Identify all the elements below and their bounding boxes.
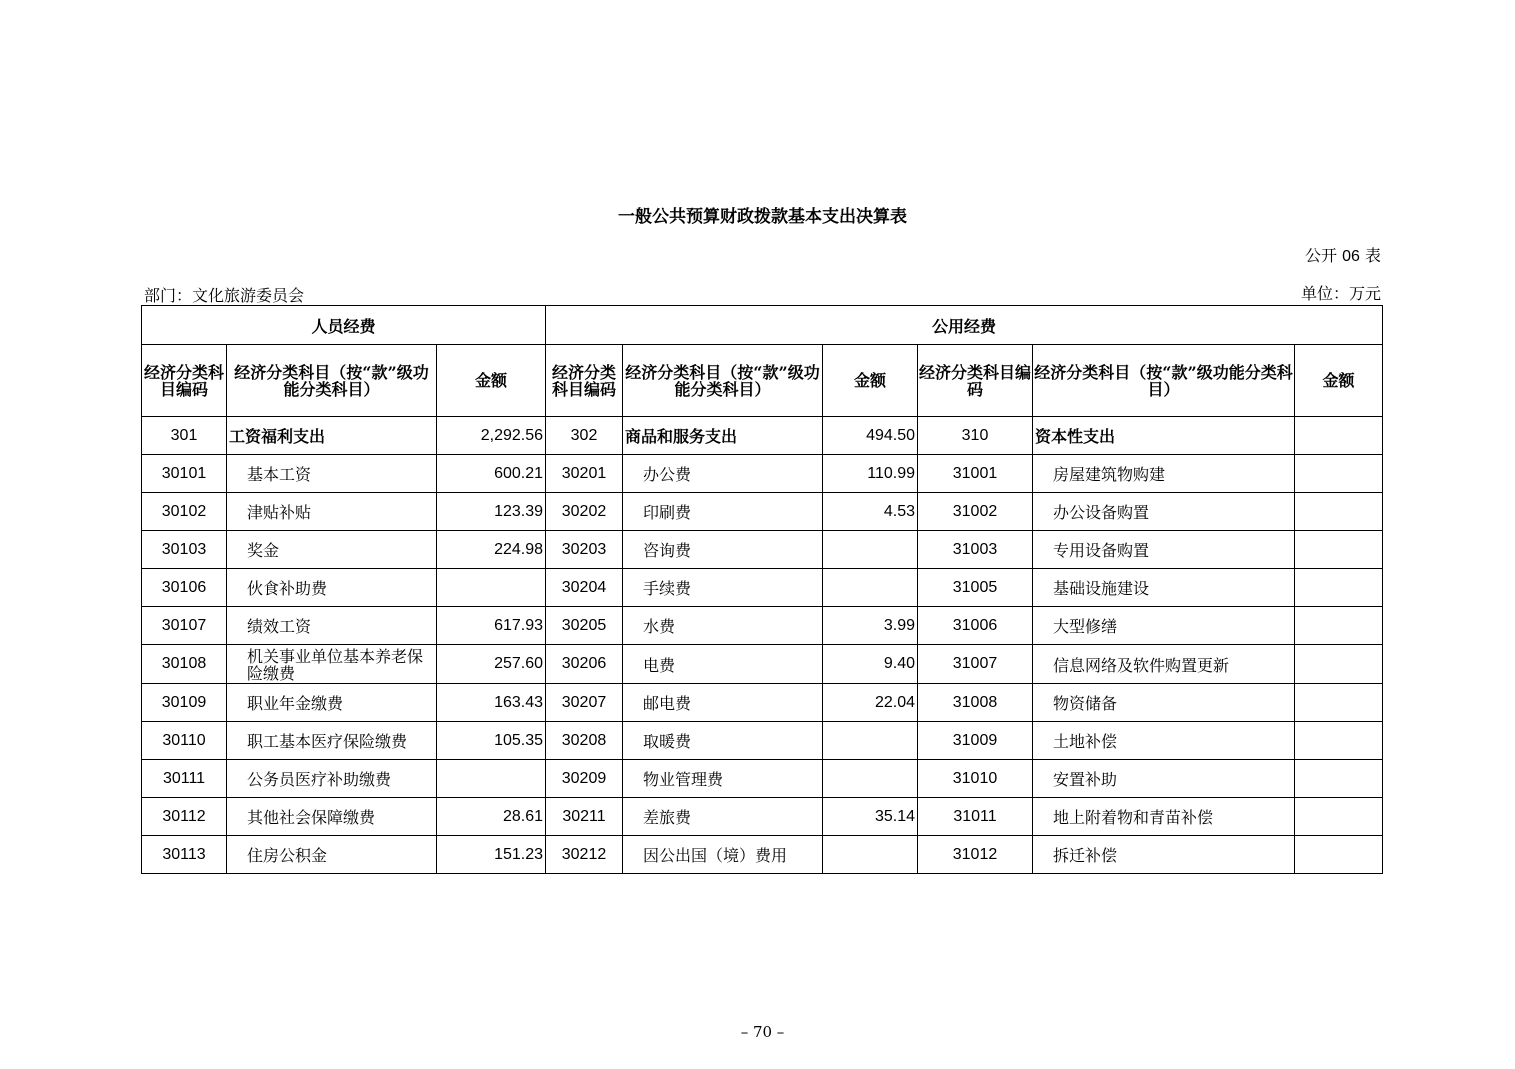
code-cell: 30205 — [546, 607, 623, 645]
col-header-name: 经济分类科目（按“款”级功能分类科目） — [227, 345, 437, 417]
item-name-cell: 手续费 — [623, 569, 823, 607]
table-row — [142, 722, 1383, 760]
amount-cell: 600.21 — [437, 455, 546, 493]
amount-cell — [1295, 569, 1383, 607]
item-name-cell: 专用设备购置 — [1033, 531, 1295, 569]
amount-cell: 151.23 — [437, 836, 546, 874]
code-cell: 30202 — [546, 493, 623, 531]
code-cell: 30101 — [142, 455, 227, 493]
page-title: 一般公共预算财政拨款基本支出决算表 — [618, 207, 907, 227]
table-row — [142, 607, 1383, 645]
code-cell: 31003 — [918, 531, 1033, 569]
code-cell: 31007 — [918, 645, 1033, 684]
table-row — [142, 569, 1383, 607]
form-number — [1305, 243, 1381, 266]
amount-cell: 35.14 — [823, 798, 918, 836]
code-cell: 30109 — [142, 684, 227, 722]
code-cell: 30207 — [546, 684, 623, 722]
code-cell: 30201 — [546, 455, 623, 493]
item-name-cell: 水费 — [623, 607, 823, 645]
code-cell: 31002 — [918, 493, 1033, 531]
code-cell: 30113 — [142, 836, 227, 874]
code-cell: 30211 — [546, 798, 623, 836]
item-name-cell: 办公费 — [623, 455, 823, 493]
table-row — [142, 417, 1383, 455]
item-name-cell: 物资储备 — [1033, 684, 1295, 722]
code-cell: 30208 — [546, 722, 623, 760]
code-cell: 30206 — [546, 645, 623, 684]
item-name-cell: 伙食补助费 — [227, 569, 437, 607]
item-name-cell: 电费 — [623, 645, 823, 684]
item-name-cell: 土地补偿 — [1033, 722, 1295, 760]
item-name-cell: 基本工资 — [227, 455, 437, 493]
table-row — [142, 493, 1383, 531]
col-header-code: 经济分类科目编码 — [918, 345, 1033, 417]
item-name-cell: 物业管理费 — [623, 760, 823, 798]
item-name-cell: 差旅费 — [623, 798, 823, 836]
code-cell: 31010 — [918, 760, 1033, 798]
table-row — [142, 836, 1383, 874]
item-name-cell: 办公设备购置 — [1033, 493, 1295, 531]
amount-cell — [437, 569, 546, 607]
code-cell: 30111 — [142, 760, 227, 798]
code-cell: 31008 — [918, 684, 1033, 722]
code-cell: 30102 — [142, 493, 227, 531]
amount-cell — [1295, 760, 1383, 798]
group-header-row — [142, 306, 1383, 345]
item-name-cell: 住房公积金 — [227, 836, 437, 874]
table-body — [142, 306, 1383, 874]
amount-cell: 4.53 — [823, 493, 918, 531]
item-name-cell: 大型修缮 — [1033, 607, 1295, 645]
amount-cell — [1295, 684, 1383, 722]
item-name-cell: 地上附着物和青苗补偿 — [1033, 798, 1295, 836]
table-row — [142, 760, 1383, 798]
item-name-cell: 安置补助 — [1033, 760, 1295, 798]
amount-cell — [1295, 798, 1383, 836]
amount-cell — [823, 531, 918, 569]
code-cell: 30110 — [142, 722, 227, 760]
table-row — [142, 531, 1383, 569]
amount-cell: 163.43 — [437, 684, 546, 722]
item-name-cell: 邮电费 — [623, 684, 823, 722]
item-name-cell: 商品和服务支出 — [623, 417, 823, 455]
item-name-cell: 资本性支出 — [1033, 417, 1295, 455]
col-header-name: 经济分类科目（按“款”级功能分类科目） — [1033, 345, 1295, 417]
code-cell: 30108 — [142, 645, 227, 684]
amount-cell: 2,292.56 — [437, 417, 546, 455]
col-header-amount: 金额 — [823, 345, 918, 417]
item-name-cell: 房屋建筑物购建 — [1033, 455, 1295, 493]
amount-cell — [1295, 607, 1383, 645]
column-header-row — [142, 345, 1383, 417]
item-name-cell: 因公出国（境）费用 — [623, 836, 823, 874]
amount-cell: 110.99 — [823, 455, 918, 493]
code-cell: 30112 — [142, 798, 227, 836]
item-name-cell: 奖金 — [227, 531, 437, 569]
unit-label: 单位：万元 — [1300, 284, 1381, 303]
item-name-cell: 印刷费 — [623, 493, 823, 531]
item-name-cell: 咨询费 — [623, 531, 823, 569]
amount-cell — [1295, 836, 1383, 874]
code-cell: 30203 — [546, 531, 623, 569]
amount-cell: 224.98 — [437, 531, 546, 569]
form-number-value: 06 — [1342, 248, 1360, 265]
item-name-cell: 公务员医疗补助缴费 — [227, 760, 437, 798]
group-public: 公用经费 — [546, 306, 1383, 345]
table-row — [142, 798, 1383, 836]
amount-cell — [1295, 455, 1383, 493]
amount-cell — [823, 569, 918, 607]
col-header-code: 经济分类科目编码 — [546, 345, 623, 417]
amount-cell — [1295, 417, 1383, 455]
amount-cell — [437, 760, 546, 798]
expenditure-table — [141, 305, 1383, 874]
amount-cell — [1295, 493, 1383, 531]
code-cell: 31011 — [918, 798, 1033, 836]
col-header-code: 经济分类科目编码 — [142, 345, 227, 417]
code-cell: 30107 — [142, 607, 227, 645]
amount-cell: 3.99 — [823, 607, 918, 645]
code-cell: 31012 — [918, 836, 1033, 874]
table-row — [142, 455, 1383, 493]
item-name-cell: 取暖费 — [623, 722, 823, 760]
table-row — [142, 645, 1383, 684]
amount-cell — [823, 722, 918, 760]
amount-cell: 494.50 — [823, 417, 918, 455]
form-number-suffix: 表 — [1364, 246, 1381, 265]
item-name-cell: 信息网络及软件购置更新 — [1033, 645, 1295, 684]
code-cell: 30204 — [546, 569, 623, 607]
amount-cell: 28.61 — [437, 798, 546, 836]
item-name-cell: 基础设施建设 — [1033, 569, 1295, 607]
col-header-name: 经济分类科目（按“款”级功能分类科目） — [623, 345, 823, 417]
item-name-cell: 工资福利支出 — [227, 417, 437, 455]
amount-cell: 9.40 — [823, 645, 918, 684]
item-name-cell: 其他社会保障缴费 — [227, 798, 437, 836]
code-cell: 30103 — [142, 531, 227, 569]
code-cell: 30106 — [142, 569, 227, 607]
code-cell: 302 — [546, 417, 623, 455]
item-name-cell: 职业年金缴费 — [227, 684, 437, 722]
amount-cell — [1295, 722, 1383, 760]
amount-cell — [823, 760, 918, 798]
amount-cell — [1295, 531, 1383, 569]
col-header-amount: 金额 — [1295, 345, 1383, 417]
code-cell: 31001 — [918, 455, 1033, 493]
item-name-cell: 绩效工资 — [227, 607, 437, 645]
amount-cell — [1295, 645, 1383, 684]
amount-cell: 105.35 — [437, 722, 546, 760]
item-name-cell: 津贴补贴 — [227, 493, 437, 531]
code-cell: 30209 — [546, 760, 623, 798]
amount-cell: 617.93 — [437, 607, 546, 645]
code-cell: 31009 — [918, 722, 1033, 760]
amount-cell: 257.60 — [437, 645, 546, 684]
item-name-cell: 机关事业单位基本养老保险缴费 — [227, 645, 437, 684]
item-name-cell: 拆迁补偿 — [1033, 836, 1295, 874]
col-header-amount: 金额 — [437, 345, 546, 417]
group-personnel: 人员经费 — [142, 306, 546, 345]
form-number-prefix: 公开 — [1304, 246, 1337, 265]
amount-cell: 22.04 — [823, 684, 918, 722]
code-cell: 30212 — [546, 836, 623, 874]
code-cell: 301 — [142, 417, 227, 455]
item-name-cell: 职工基本医疗保险缴费 — [227, 722, 437, 760]
table-row — [142, 684, 1383, 722]
department-label: 部门：文化旅游委员会 — [144, 286, 305, 305]
code-cell: 310 — [918, 417, 1033, 455]
code-cell: 31006 — [918, 607, 1033, 645]
code-cell: 31005 — [918, 569, 1033, 607]
page-number: – 70 – — [740, 1023, 785, 1041]
amount-cell: 123.39 — [437, 493, 546, 531]
amount-cell — [823, 836, 918, 874]
